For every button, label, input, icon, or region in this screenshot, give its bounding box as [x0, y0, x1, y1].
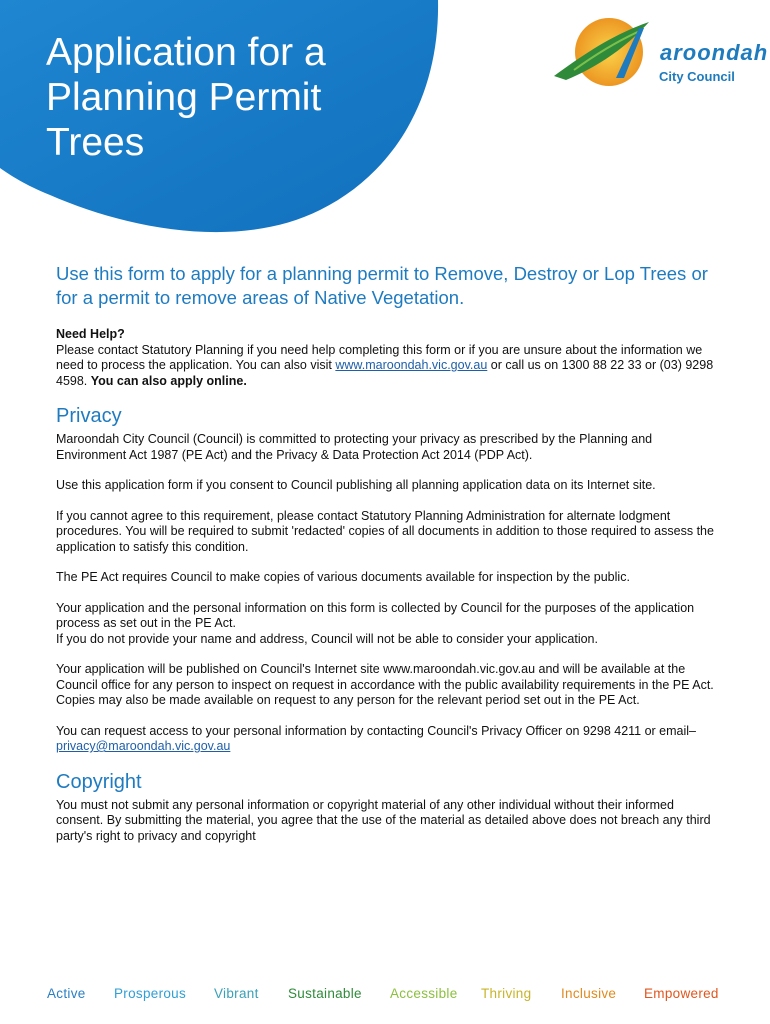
footer-value: Vibrant: [214, 986, 259, 1001]
copyright-heading: Copyright: [56, 770, 142, 793]
intro-text: Use this form to apply for a planning permit to Remove, Destroy or Lop Trees or for a permit to remove areas of Native Vegetation.: [56, 263, 708, 308]
privacy-access-paragraph: You can request access to your personal information by contacting Council's Privacy Officer on 9298 4211 or email– privacy@maroondah.vic.gov.au: [56, 723, 697, 753]
privacy-paragraph: Use this application form if you consent to Council publishing all planning application data on its Internet site.: [56, 478, 656, 492]
help-section: [56, 327, 716, 389]
footer-value: Accessible: [390, 986, 458, 1001]
footer-value: Active: [47, 986, 86, 1001]
website-link[interactable]: www.maroondah.vic.gov.au: [335, 358, 488, 372]
footer-value: Inclusive: [561, 986, 617, 1001]
privacy-paragraph: The PE Act requires Council to make copies of various documents available for inspection by the public.: [56, 570, 630, 584]
help-heading: Need Help?: [56, 327, 125, 341]
footer-value: Empowered: [644, 986, 719, 1001]
privacy-publication-paragraph: Your application will be published on Council's Internet site www.maroondah.vic.gov.au and will be available at the Council office for any person to inspect on request in accordance with the public availability requirements in the PE Act. Copies may also be made available on request to any person for the relevant period set out in the PE Act.: [56, 662, 714, 707]
privacy-paragraph: If you cannot agree to this requirement, please contact Statutory Planning Administration for alternate lodgment procedures. You will be required to submit 'redacted' copies of all documents in addition to those required to assess the application to satisfy this condition.: [56, 508, 714, 554]
help-text: Please contact Statutory Planning if you need help completing this form or if you are unsure about the information we need to process the application. You can also visit: [56, 342, 703, 372]
copyright-text: You must not submit any personal information or copyright material of any other individual without their informed consent. By submitting the material, you agree that the use of the material as detailed above does not breach any third party's right to privacy and copyright: [56, 797, 711, 843]
values-footer: [0, 986, 770, 1006]
footer-value: Thriving: [481, 986, 532, 1001]
logo-subtitle: City Council: [659, 69, 735, 84]
logo-wordmark: aroondah: [660, 40, 769, 65]
apply-online-note: You can also apply online.: [90, 373, 247, 388]
footer-value: Sustainable: [288, 986, 362, 1001]
privacy-heading: Privacy: [56, 405, 122, 427]
privacy-collection-paragraph: Your application and the personal information on this form is collected by Council for the purposes of the application process as set out in the PE Act. If you do not provide your name and address, Council will not be able to consider your application.: [56, 600, 695, 646]
help-text-after: or call us on 1300 88 22 33 or (03) 9298 4598.: [56, 358, 714, 388]
form-content: [56, 262, 716, 844]
page-title: Application for a Planning Permit Trees: [46, 31, 326, 164]
footer-value: Prosperous: [114, 986, 187, 1001]
privacy-paragraph: Maroondah City Council (Council) is committed to protecting your privacy as prescribed by the Planning and Environment Act 1987 (PE Act) and the Privacy & Data Protection Act 2014 (PDP Act).: [56, 432, 653, 462]
privacy-email-link[interactable]: privacy@maroondah.vic.gov.au: [56, 739, 231, 753]
